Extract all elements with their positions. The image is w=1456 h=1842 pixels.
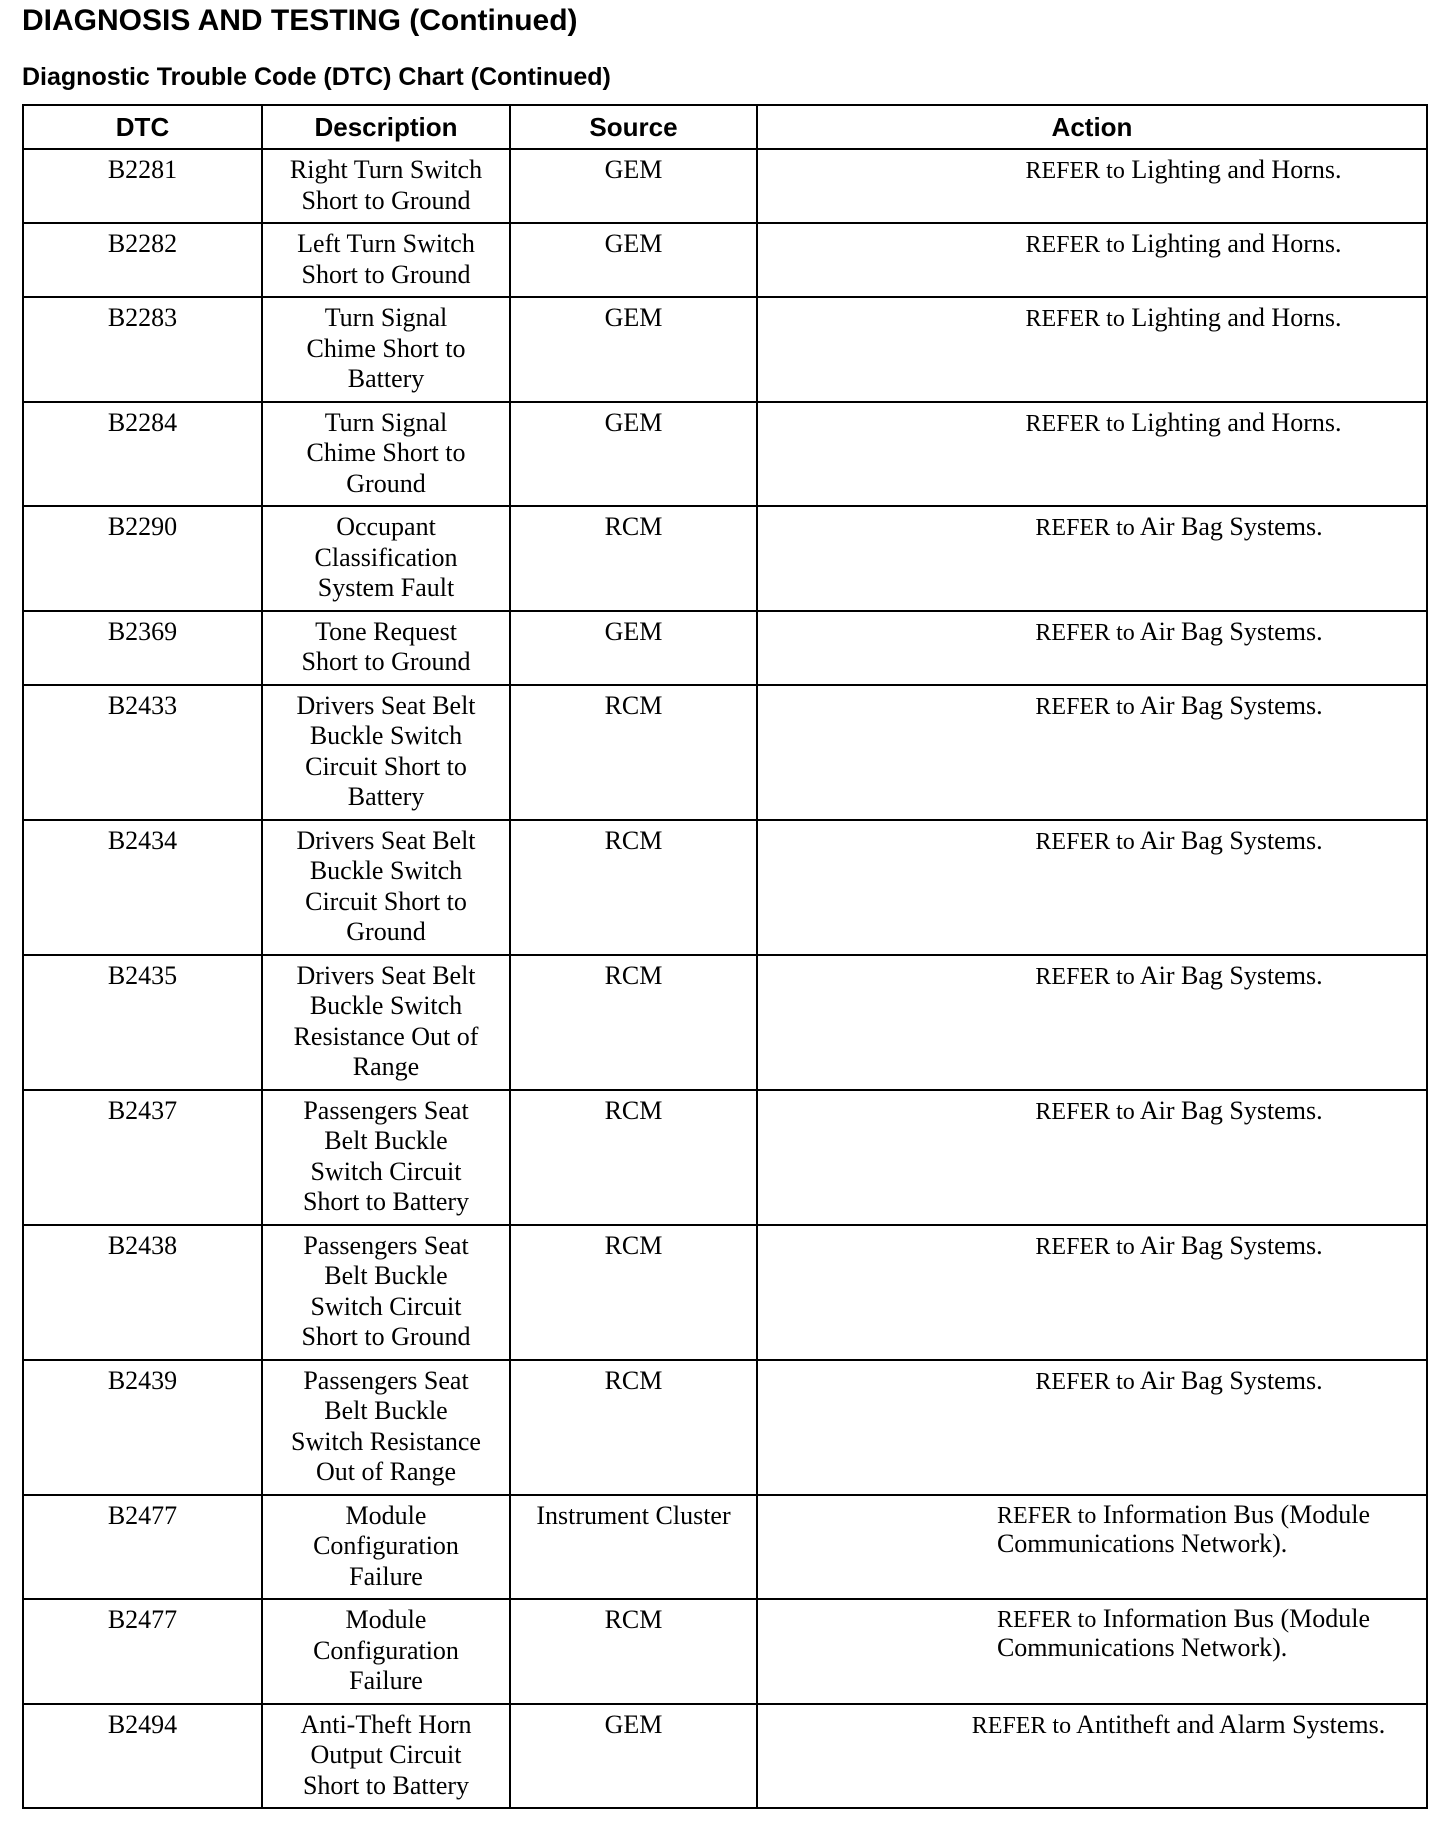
action-text [997,1605,1370,1662]
description-cell [262,1360,510,1495]
table-row [23,297,1427,402]
refer-prefix: REFER to [971,1712,1072,1739]
description-cell [262,149,510,223]
action-reference: Lighting and Horns. [1131,155,1342,184]
action-reference: Air Bag Systems. [1139,512,1323,541]
dtc-code-cell: B2284 [23,402,262,507]
refer-prefix: REFER to [996,1607,1097,1633]
source-cell: RCM [510,1090,757,1225]
action-cell [757,955,1427,1090]
description-line: Short to Ground [301,647,471,676]
action-cell [757,820,1427,955]
action-reference: Antitheft and Alarm Systems. [1076,1709,1386,1739]
description-line: Failure [349,1666,423,1695]
source-cell: GEM [510,611,757,685]
action-line [1025,409,1341,438]
action-reference: Lighting and Horns. [1131,407,1342,437]
refer-prefix: REFER to [1035,693,1135,720]
description-line: Drivers Seat Belt [296,960,476,990]
source-cell: GEM [510,402,757,507]
action-text [1025,230,1341,259]
action-line [997,1634,1370,1662]
description-cell [262,820,510,955]
description-line: Battery [347,782,425,811]
action-text [1035,962,1322,991]
table-row [23,1599,1427,1704]
source-cell: GEM [510,149,757,223]
dtc-code-cell: B2438 [23,1225,262,1360]
table-body [23,149,1427,1808]
description-cell [262,1225,510,1360]
description-cell [262,955,510,1090]
action-text [1035,1367,1322,1396]
source-cell: RCM [510,955,757,1090]
description-line: Belt Buckle [324,1261,448,1290]
description-line: Turn Signal [324,303,448,332]
refer-prefix: REFER to [1035,828,1135,855]
action-line [997,1530,1370,1558]
section-title: DIAGNOSIS AND TESTING (Continued) [22,4,578,37]
table-row [23,611,1427,685]
dtc-code-cell: B2477 [23,1495,262,1600]
action-cell [757,1704,1427,1809]
refer-prefix: REFER to [1025,306,1125,332]
description-line: System Fault [317,573,455,602]
description-line: Configuration [313,1635,459,1665]
dtc-code-cell: B2290 [23,506,262,611]
table-row [23,955,1427,1090]
table-row [23,149,1427,223]
description-line: Drivers Seat Belt [296,690,476,720]
description-line: Failure [349,1561,423,1591]
dtc-code-cell: B2477 [23,1599,262,1704]
refer-prefix: REFER to [1035,515,1135,541]
refer-prefix: REFER to [1025,232,1125,258]
source-cell: RCM [510,1599,757,1704]
description-line: Output Circuit [310,1740,462,1769]
description-line: Right Turn Switch [289,155,483,184]
description-cell [262,223,510,297]
refer-prefix: REFER to [1025,158,1125,184]
table-row [23,685,1427,820]
source-cell: GEM [510,223,757,297]
description-line: Belt Buckle [324,1126,448,1155]
action-cell [757,1090,1427,1225]
action-line [1025,304,1341,333]
dtc-code-cell: B2435 [23,955,262,1090]
action-cell [757,1599,1427,1704]
action-text [1025,409,1341,438]
source-cell: RCM [510,685,757,820]
table-row [23,820,1427,955]
action-reference: Communications Network). [996,1528,1288,1558]
description-line: Switch Circuit [310,1291,462,1321]
source-cell: RCM [510,1360,757,1495]
description-cell [262,1090,510,1225]
source-cell: RCM [510,1225,757,1360]
description-line: Classification [314,542,458,572]
action-reference: Air Bag Systems. [1139,1095,1323,1125]
action-text [1025,156,1341,185]
action-cell [757,1495,1427,1600]
action-text [972,1711,1386,1740]
dtc-code-cell: B2281 [23,149,262,223]
description-line: Buckle Switch [309,721,463,750]
source-cell: GEM [510,297,757,402]
action-line [1035,962,1322,991]
action-reference: Air Bag Systems. [1139,825,1323,855]
action-reference: Air Bag Systems. [1139,616,1323,646]
dtc-code-cell: B2494 [23,1704,262,1809]
action-reference: Information Bus (Module [1102,1604,1371,1633]
description-line: Short to Ground [301,185,471,215]
table-row [23,402,1427,507]
action-line [997,1605,1370,1634]
action-reference: Air Bag Systems. [1139,690,1323,720]
description-line: Drivers Seat Belt [296,825,476,855]
description-line: Short to Battery [302,1770,470,1800]
action-text [1035,692,1322,721]
table-header-row [23,105,1427,149]
page [22,0,1426,1800]
chart-subtitle: Diagnostic Trouble Code (DTC) Chart (Continued) [22,63,611,91]
description-cell [262,1599,510,1704]
action-reference: Lighting and Horns. [1131,303,1342,332]
description-line: Tone Request [315,616,457,646]
action-line [997,1501,1370,1530]
description-line: Ground [346,468,426,498]
action-cell [757,297,1427,402]
description-cell [262,1495,510,1600]
description-line: Belt Buckle [324,1396,448,1425]
action-line [1035,513,1322,542]
action-reference: Information Bus (Module [1102,1499,1371,1529]
dtc-code-cell: B2369 [23,611,262,685]
column-header-source: Source [510,105,757,149]
column-header-action: Action [757,105,1427,149]
description-line: Configuration [313,1531,459,1560]
action-text [1035,1097,1322,1126]
description-line: Short to Ground [301,1322,471,1351]
description-line: Chime Short to [306,333,466,363]
description-line: Ground [346,917,426,946]
description-line: Battery [347,364,425,393]
action-line [1035,618,1322,647]
dtc-code-cell: B2434 [23,820,262,955]
dtc-code-cell: B2282 [23,223,262,297]
action-line [1035,692,1322,721]
action-reference: Air Bag Systems. [1139,1365,1323,1395]
action-line [1035,827,1322,856]
refer-prefix: REFER to [1035,1098,1135,1125]
refer-prefix: REFER to [1035,619,1135,646]
refer-prefix: REFER to [1035,1233,1135,1260]
action-reference: Air Bag Systems. [1139,1230,1323,1260]
description-line: Left Turn Switch [297,229,475,258]
action-cell [757,685,1427,820]
source-cell: RCM [510,820,757,955]
source-cell: RCM [510,506,757,611]
description-line: Range [352,1052,420,1081]
action-line [1035,1232,1322,1261]
description-line: Switch Resistance [291,1426,481,1456]
description-cell [262,611,510,685]
description-line: Passengers Seat [303,1365,469,1395]
refer-prefix: REFER to [996,1502,1097,1529]
action-line [972,1711,1386,1740]
table-row [23,1704,1427,1809]
description-line: Out of Range [315,1457,457,1486]
action-text [1035,827,1322,856]
action-cell [757,611,1427,685]
description-line: Resistance Out of [293,1021,479,1051]
description-cell [262,402,510,507]
action-line [1035,1097,1322,1126]
description-line: Module [345,1605,427,1634]
description-line: Buckle Switch [309,991,463,1020]
description-line: Passengers Seat [303,1230,469,1260]
description-cell [262,685,510,820]
description-line: Anti-Theft Horn [300,1709,472,1739]
description-line: Circuit Short to [305,886,467,916]
action-cell [757,506,1427,611]
action-line [1025,156,1341,185]
table-row [23,1090,1427,1225]
action-text [1035,513,1322,542]
action-line [1035,1367,1322,1396]
refer-prefix: REFER to [1035,1368,1135,1395]
dtc-table [22,104,1428,1809]
refer-prefix: REFER to [1035,963,1135,990]
action-reference: Communications Network). [996,1633,1288,1662]
action-line [1025,230,1341,259]
action-cell [757,1225,1427,1360]
action-text [1035,1232,1322,1261]
table-row [23,1225,1427,1360]
table-row [23,1495,1427,1600]
description-line: Short to Ground [301,259,471,289]
action-cell [757,402,1427,507]
description-line: Passengers Seat [303,1095,469,1125]
refer-prefix: REFER to [1025,410,1125,437]
description-cell [262,506,510,611]
action-cell [757,223,1427,297]
table-row [23,506,1427,611]
source-cell: Instrument Cluster [510,1495,757,1600]
description-line: Turn Signal [324,407,448,437]
dtc-code-cell: B2439 [23,1360,262,1495]
description-line: Chime Short to [306,438,466,467]
column-header-dtc: DTC [23,105,262,149]
table-row [23,1360,1427,1495]
action-text [1025,304,1341,333]
action-reference: Lighting and Horns. [1131,229,1342,258]
action-cell [757,149,1427,223]
dtc-code-cell: B2283 [23,297,262,402]
table-row [23,223,1427,297]
action-cell [757,1360,1427,1495]
action-reference: Air Bag Systems. [1139,960,1323,990]
description-cell [262,1704,510,1809]
column-header-description: Description [262,105,510,149]
description-cell [262,297,510,402]
description-line: Circuit Short to [305,751,467,781]
dtc-code-cell: B2433 [23,685,262,820]
description-line: Buckle Switch [309,856,463,885]
description-line: Switch Circuit [310,1156,462,1186]
dtc-code-cell: B2437 [23,1090,262,1225]
description-line: Occupant [336,512,436,541]
action-text [997,1501,1370,1558]
description-line: Short to Battery [302,1187,470,1216]
source-cell: GEM [510,1704,757,1809]
action-text [1035,618,1322,647]
description-line: Module [345,1500,427,1530]
